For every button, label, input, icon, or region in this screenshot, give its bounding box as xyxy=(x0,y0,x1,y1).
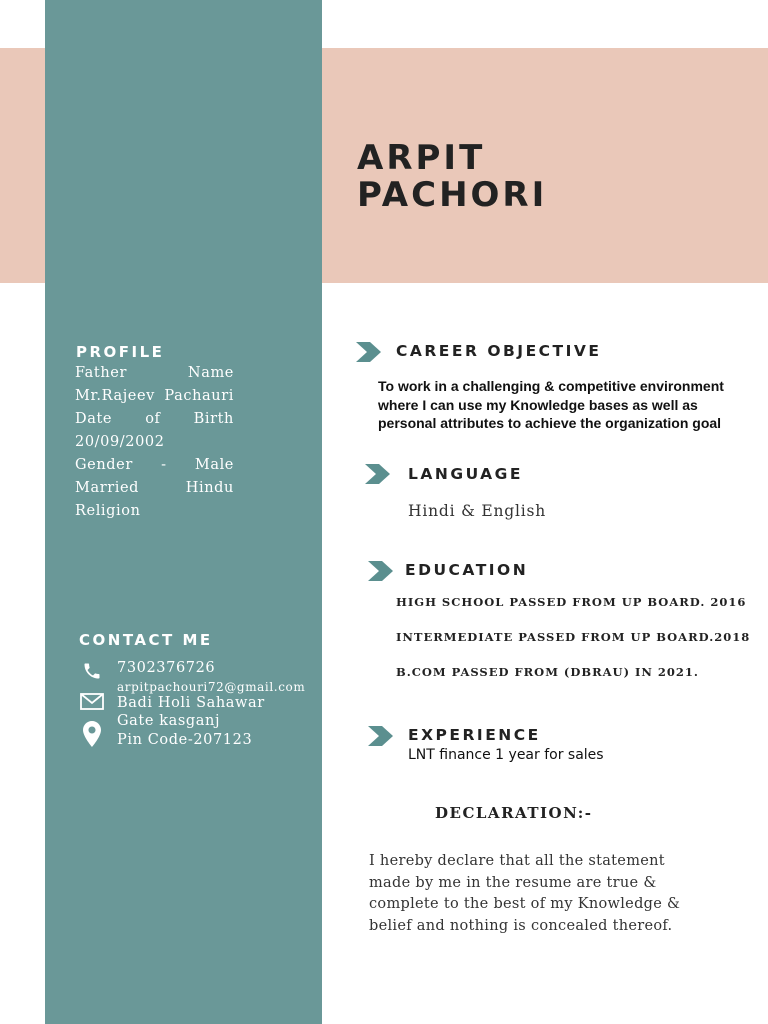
profile-line: Religion xyxy=(75,503,141,519)
contact-phone[interactable]: 7302376726 xyxy=(117,660,216,676)
education-heading: EDUCATION xyxy=(405,561,529,579)
language-heading: LANGUAGE xyxy=(408,465,523,483)
mail-icon xyxy=(80,693,104,710)
candidate-name xyxy=(357,140,547,214)
phone-icon xyxy=(82,661,102,681)
declaration-heading: DECLARATION:- xyxy=(435,804,593,822)
chevron-arrow-icon xyxy=(368,726,394,746)
education-item: INTERMEDIATE PASSED FROM UP BOARD.2018 xyxy=(396,630,751,644)
profile-line: Father Name xyxy=(75,365,234,381)
address-line: Pin Code-207123 xyxy=(117,732,253,748)
education-item: B.COM PASSED FROM (DBRAU) IN 2021. xyxy=(396,665,699,679)
declaration-text: I hereby declare that all the statement made by me in the resume are true & complete to the best of my Knowledge & belief and nothing is concealed thereof. xyxy=(369,853,681,934)
education-item: HIGH SCHOOL PASSED FROM UP BOARD. 2016 xyxy=(396,595,747,609)
profile-details xyxy=(75,362,234,523)
profile-line: Mr.Rajeev Pachauri xyxy=(75,388,234,404)
first-name: ARPIT xyxy=(357,138,486,178)
contact-email[interactable]: arpitpachouri72@gmail.com xyxy=(117,680,306,694)
chevron-arrow-icon xyxy=(368,561,394,581)
location-pin-icon xyxy=(83,721,101,747)
contact-heading: CONTACT ME xyxy=(79,631,213,649)
experience-heading: EXPERIENCE xyxy=(408,726,541,744)
experience-text: LNT finance 1 year for sales xyxy=(408,747,604,763)
address-line: Gate kasganj xyxy=(117,713,221,729)
profile-line: 20/09/2002 xyxy=(75,434,165,450)
address-line: Badi Holi Sahawar xyxy=(117,695,265,711)
profile-line: Married Hindu xyxy=(75,480,234,496)
career-objective-heading: CAREER OBJECTIVE xyxy=(396,342,602,360)
last-name: PACHORI xyxy=(357,175,548,215)
language-text: Hindi & English xyxy=(408,502,547,520)
profile-line: Gender - Male xyxy=(75,457,234,473)
profile-heading: PROFILE xyxy=(76,343,165,361)
chevron-arrow-icon xyxy=(365,464,391,484)
chevron-arrow-icon xyxy=(356,342,382,362)
profile-line: Date of Birth xyxy=(75,411,234,427)
career-objective-text: To work in a challenging & competitive environment where I can use my Knowledge bases as well as personal attributes to achieve the organization goal xyxy=(378,378,724,431)
